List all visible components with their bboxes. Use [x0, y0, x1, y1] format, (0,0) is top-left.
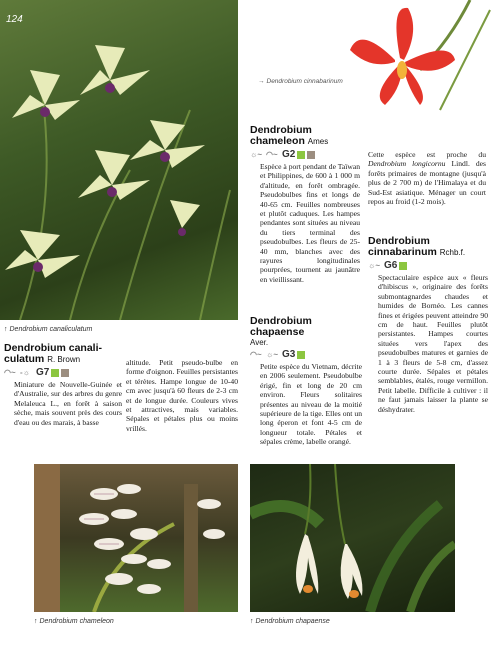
entry-canaliculatum	[4, 343, 122, 427]
entry-continued-text: Cette espèce est proche du Dendrobium longicornu Lindl. des forêts primaires de montagne (jusqu'à plus de 2 700 m) de l'Himalaya et du Sud-Est asiatique. Ménager un court repos au froid (1-2 mois).	[368, 150, 486, 207]
photo-chapaense	[250, 464, 455, 612]
entry-canaliculatum-continued: altitude. Petit pseudo-bulbe en forme d'oignon. Feuilles persistantes et térètes. Hampe longue de 10-40 cm avec jusqu'à 60 fleurs de 2-3 cm et de longue durée. Couleurs vives et attractives, mais variables. Sépales et pétales plus ou moins vrillés.	[126, 358, 238, 433]
cream-flowers-illustration	[250, 464, 455, 612]
entry-body: Espèce à port pendant de Taïwan et Philippines, de 600 à 1 000 m d'altitude, en forêt ombragée. Pseudobulbes fins et longs de 40-65 cm. Feuilles nombreuses et plutôt caduques. Les hampes pendantes sont situées au niveau du tiers terminal des pseudobulbes. Les fleurs de 25-40 mm, blanches avec des rayures longitudinales pourprées, tournent au jaunâtre en vieillissant.	[260, 162, 360, 284]
arrow-up-icon: ↑	[4, 326, 8, 333]
green-square-icon	[51, 369, 59, 377]
entry-title: Dendrobium canali- culatum R. Brown	[4, 342, 103, 365]
entry-chameleon	[250, 125, 360, 284]
entry-body: Petite espèce du Vietnam, décrite en 2006 seulement. Pseudobulbe érigé, fin et long de 20 cm environ. Fleurs solitaires présentes au niveau de la moitié supérieure de la tige. Elles ont un long éperon et font 4-5 cm de longueur totale. Pétales et sépales crème, labelle orangé.	[260, 362, 362, 447]
entry-title: Dendrobium cinnabarinum Rchb.f.	[368, 235, 466, 258]
red-flower-illustration	[300, 0, 500, 120]
taupe-square-icon	[61, 369, 69, 377]
green-square-icon	[297, 151, 305, 159]
caption-chameleon: ↑ Dendrobium chameleon	[34, 618, 114, 625]
light-icon: ☼~	[368, 261, 381, 270]
light-icon: ◠~	[250, 350, 262, 359]
water-icon: ◠~	[266, 150, 278, 159]
orchid-illustration	[0, 0, 238, 320]
photo-canaliculatum	[0, 0, 238, 320]
growth-codes: ◠~ ☼~ G3	[250, 349, 362, 360]
arrow-up-icon: ↑	[34, 618, 38, 625]
entry-body: Miniature de Nouvelle-Guinée et d'Australie, sur des arbres du genre Melaleuca L., en forêt à saison sèche, mais souvent près des cours d'eau ou des marais, à basse	[14, 380, 122, 427]
caption-canaliculatum: ↑ Dendrobium canaliculatum	[4, 326, 93, 333]
photo-chameleon	[34, 464, 238, 612]
caption-chapaense: ↑ Dendrobium chapaense	[250, 618, 330, 625]
taupe-square-icon	[307, 151, 315, 159]
light-icon: -☼	[20, 368, 30, 377]
growth-codes: ☼~ ◠~ G2	[250, 149, 360, 160]
green-square-icon	[399, 262, 407, 270]
light-icon: ☼~	[250, 150, 263, 159]
green-square-icon	[297, 351, 305, 359]
caption-cinnabarinum: → Dendrobium cinnabarinum	[258, 78, 343, 85]
entry-chapaense: Dendrobium chapaense Aver. ◠~ ☼~ G3 Petite espèce du Vietnam, décrite en 2006 seulement. Pseudobulbe érigé, fin et long de 20 cm environ. Fleurs solitaires présentes au niveau de la moitié supérieure de la tige. Elles ont un long éperon et font 4-5 cm de longueur totale. Pétales et sépales crème, labelle orangé.	[250, 315, 362, 447]
page-number: 124	[6, 14, 23, 25]
water-icon: ◠~	[4, 368, 16, 377]
arrow-right-icon: →	[258, 78, 265, 85]
photo-cinnabarinum	[300, 0, 500, 120]
white-flowers-illustration	[34, 464, 238, 612]
water-icon: ☼~	[266, 350, 279, 359]
entry-body: Spectaculaire espèce aux « fleurs d'hibiscus », originaire des forêts submontagnardes chaudes et humides de Bornéo. Les cannes fines et érigées peuvent atteindre 90 cm de haut. Feuilles plutôt persistantes. Hampes courtes situées vers l'apex des pseudobulbes matures et garnies de 1 à 3 fleurs de 5-8 cm, d'assez courte durée. Sépales et pétales semblables, étalés, rouge vermillon. Petit labelle. Difficile à cultiver : il ne faut jamais laisser la plante se déshydrater.	[378, 273, 488, 414]
entry-title: Dendrobium chameleon Ames	[250, 124, 329, 147]
growth-codes: ☼~ G6	[368, 260, 488, 271]
growth-codes: ◠~ -☼ G7	[4, 367, 122, 378]
entry-title: Dendrobium chapaense	[250, 315, 312, 338]
arrow-up-icon: ↑	[250, 618, 254, 625]
entry-cinnabarinum	[368, 236, 488, 414]
